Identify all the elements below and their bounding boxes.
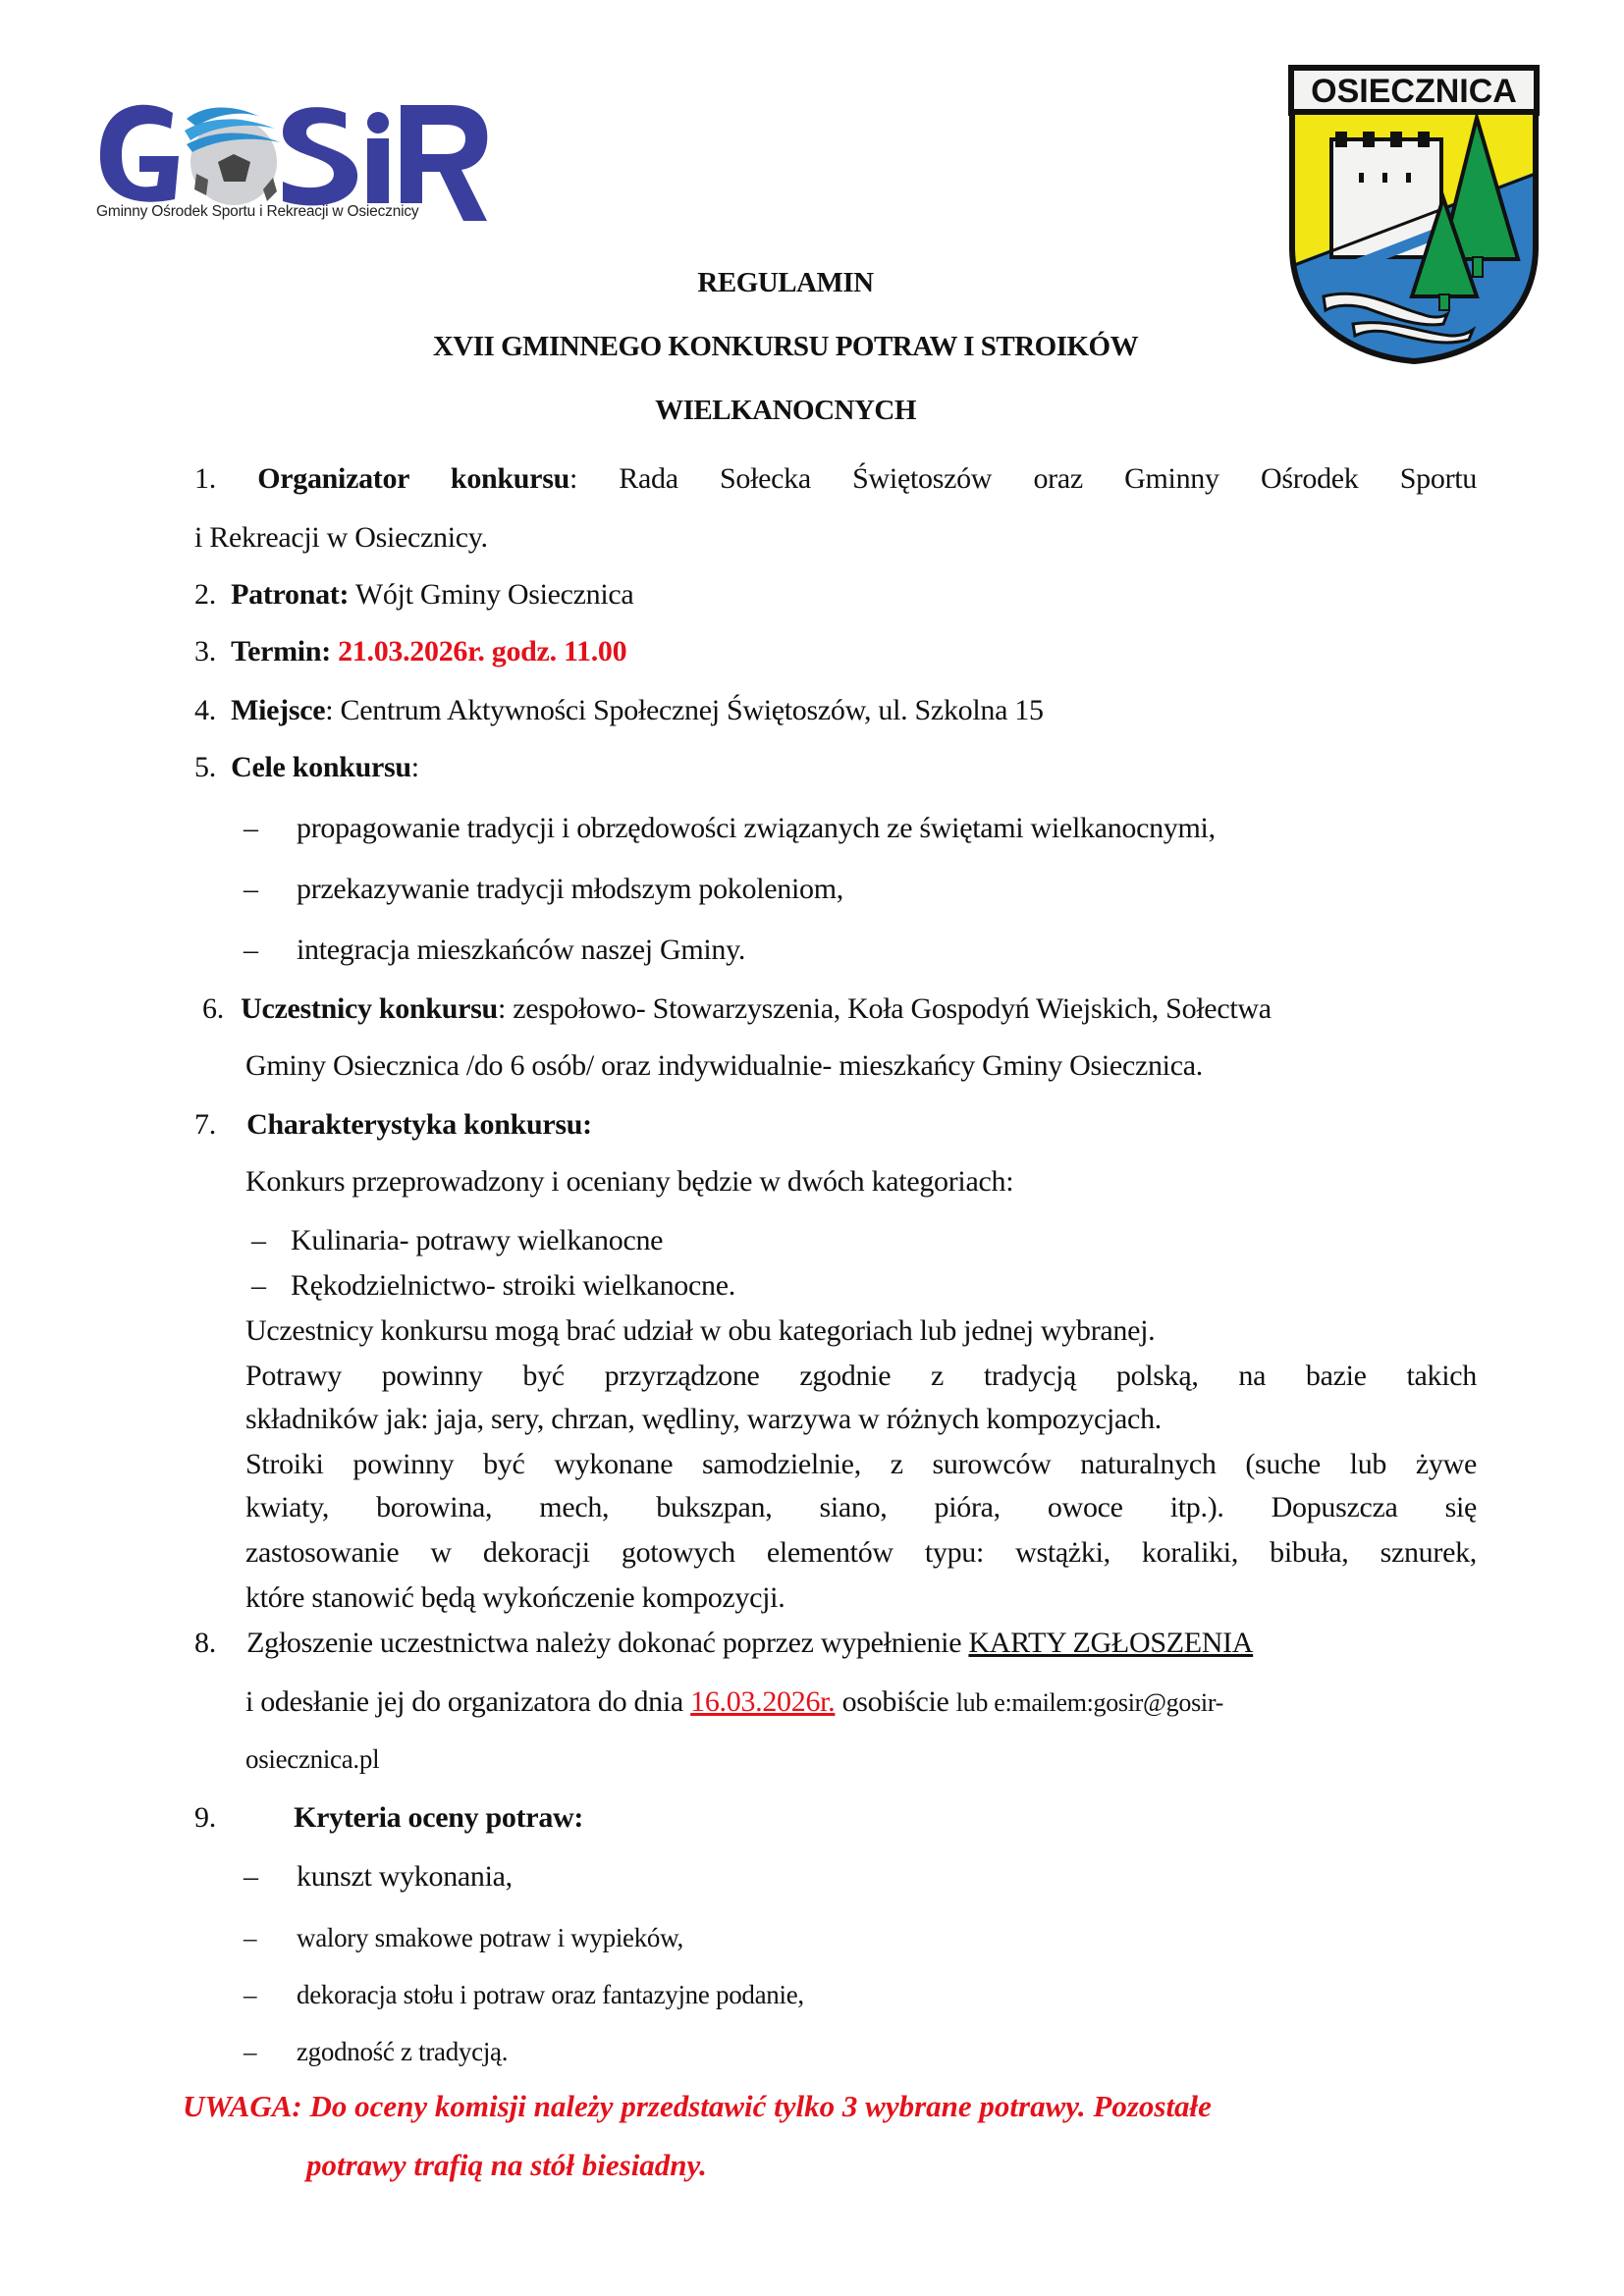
dash-bullet-icon: – xyxy=(251,1269,266,1302)
paragraph-line: Stroiki powinny być wykonane samodzielnie, z surowców naturalnych (suche lub żywe xyxy=(245,1448,1477,1480)
registration-form-link[interactable]: KARTY ZGŁOSZENIA xyxy=(968,1627,1254,1659)
paragraph-line: Uczestnicy konkursu mogą brać udział w obu kategoriach lub jednej wybranej. xyxy=(245,1314,1156,1347)
goal-item xyxy=(244,811,1216,846)
section-label: Uczestnicy konkursu xyxy=(241,992,498,1025)
document-title-line3: WIELKANOCNYCH xyxy=(655,395,916,426)
section-participants xyxy=(202,991,1272,1027)
category-item xyxy=(251,1223,663,1258)
section-text: Zgłoszenie uczestnictwa należy dokonać poprzez wypełnienie xyxy=(246,1627,962,1659)
section-organizer xyxy=(194,461,1477,497)
gosir-logo-subtitle: Gminny Ośrodek Sportu i Rekreacji w Osiecznicy xyxy=(96,203,419,220)
section-goals xyxy=(194,750,419,785)
criteria-item xyxy=(244,1920,683,1955)
category-text: Rękodzielnictwo- stroiki wielkanocne. xyxy=(291,1269,735,1302)
section-number: 2. xyxy=(194,578,216,611)
section-registration-cont xyxy=(245,1684,1223,1721)
criteria-item xyxy=(244,1859,513,1895)
section-number: 5. xyxy=(194,751,216,783)
section-label: Cele konkursu xyxy=(231,751,411,783)
label-separator: : xyxy=(497,992,506,1025)
coat-of-arms-banner: OSIECZNICA xyxy=(1311,73,1517,110)
goal-item-text: przekazywanie tradycji młodszym pokoleniom, xyxy=(297,873,843,905)
label-separator: : xyxy=(568,462,577,495)
dash-bullet-icon: – xyxy=(244,934,258,966)
section-number: 7. xyxy=(194,1108,216,1141)
section-characteristics xyxy=(194,1107,592,1143)
section-label: Patronat: xyxy=(231,578,350,611)
notice-line2: potrawy trafią na stół biesiadny. xyxy=(306,2148,707,2182)
notice-line1: UWAGA: Do oceny komisji należy przedstawić tylko 3 wybrane potrawy. Pozostałe xyxy=(183,2089,1212,2123)
section-text: Centrum Aktywności Społecznej Świętoszów, ul. Szkolna 15 xyxy=(340,694,1044,726)
document-title-line2: XVII GMINNEGO KONKURSU POTRAW I STROIKÓW xyxy=(432,331,1139,362)
label-separator: : xyxy=(410,751,419,783)
coat-of-arms-graphic xyxy=(1284,61,1543,367)
criteria-text: dekoracja stołu i potraw oraz fantazyjne podanie, xyxy=(297,1980,804,2009)
label-separator: : xyxy=(325,694,334,726)
paragraph-line: które stanowić będą wykończenie kompozycji. xyxy=(245,1581,785,1614)
section-number: 1. xyxy=(194,462,216,495)
osiecznica-coat-of-arms xyxy=(1284,61,1543,367)
section-text: Wójt Gminy Osiecznica xyxy=(354,578,634,611)
section-participants-cont: Gminy Osiecznica /do 6 osób/ oraz indywidualnie- mieszkańcy Gminy Osiecznica. xyxy=(245,1049,1203,1082)
dash-bullet-icon: – xyxy=(244,873,258,905)
goal-item-text: integracja mieszkańców naszej Gminy. xyxy=(297,934,746,966)
section-venue xyxy=(194,693,1044,728)
section-registration xyxy=(194,1626,1253,1661)
email-domain[interactable]: osiecznica.pl xyxy=(245,1744,380,1774)
criteria-text: kunszt wykonania, xyxy=(297,1860,513,1893)
registration-deadline: 16.03.2026r. xyxy=(690,1685,836,1718)
dash-bullet-icon: – xyxy=(244,1923,257,1952)
section-date xyxy=(194,634,626,669)
criteria-item xyxy=(244,1977,804,2012)
section-number: 3. xyxy=(194,635,216,667)
section-number: 8. xyxy=(194,1627,216,1659)
category-item xyxy=(251,1268,735,1304)
section-label: Charakterystyka konkursu: xyxy=(246,1108,592,1141)
section-text: i odesłanie jej do organizatora do dnia xyxy=(245,1685,683,1718)
criteria-text: walory smakowe potraw i wypieków, xyxy=(297,1923,684,1952)
section-patronage xyxy=(194,577,633,613)
paragraph-line: zastosowanie w dekoracji gotowych elementów typu: wstążki, koraliki, bibuła, sznurek, xyxy=(245,1536,1477,1569)
section-number: 6. xyxy=(202,992,224,1025)
paragraph-line: Potrawy powinny być przyrządzone zgodnie z tradycją polską, na bazie takich xyxy=(245,1360,1477,1392)
email-text[interactable]: lub e:mailem:gosir@gosir- xyxy=(955,1688,1224,1717)
section-number: 4. xyxy=(194,694,216,726)
criteria-text: zgodność z tradycją. xyxy=(297,2037,509,2066)
section-label: Organizator konkursu xyxy=(257,462,569,495)
dash-bullet-icon: – xyxy=(244,1980,257,2009)
gosir-logo xyxy=(88,83,501,231)
section-number: 9. xyxy=(194,1801,216,1834)
goal-item xyxy=(244,872,843,907)
goal-item xyxy=(244,933,745,968)
event-date: 21.03.2026r. godz. 11.00 xyxy=(338,635,627,667)
paragraph-line: składników jak: jaja, sery, chrzan, wędliny, warzywa w różnych kompozycjach. xyxy=(245,1403,1162,1435)
criteria-item xyxy=(244,2034,508,2069)
document-title-line1: REGULAMIN xyxy=(697,267,874,298)
categories-intro: Konkurs przeprowadzony i oceniany będzie w dwóch kategoriach: xyxy=(245,1165,1014,1198)
section-label: Kryteria oceny potraw: xyxy=(294,1801,584,1834)
section-text: zespołowo- Stowarzyszenia, Koła Gospodyń Wiejskich, Sołectwa xyxy=(513,992,1272,1025)
goal-item-text: propagowanie tradycji i obrzędowości związanych ze świętami wielkanocnymi, xyxy=(297,812,1216,844)
section-label: Miejsce xyxy=(231,694,326,726)
paragraph-line: kwiaty, borowina, mech, bukszpan, siano, pióra, owoce itp.). Dopuszcza się xyxy=(245,1491,1477,1523)
section-criteria xyxy=(194,1800,583,1836)
category-text: Kulinaria- potrawy wielkanocne xyxy=(291,1224,664,1256)
dash-bullet-icon: – xyxy=(251,1224,266,1256)
section-organizer-cont: i Rekreacji w Osiecznicy. xyxy=(194,521,488,554)
dash-bullet-icon: – xyxy=(244,812,258,844)
dash-bullet-icon: – xyxy=(244,2037,257,2066)
section-text: osobiście xyxy=(841,1685,949,1718)
section-text: Rada Sołecka Świętoszów oraz Gminny Ośrodek Sportu xyxy=(619,462,1478,495)
dash-bullet-icon: – xyxy=(244,1860,258,1893)
section-label: Termin: xyxy=(231,635,331,667)
